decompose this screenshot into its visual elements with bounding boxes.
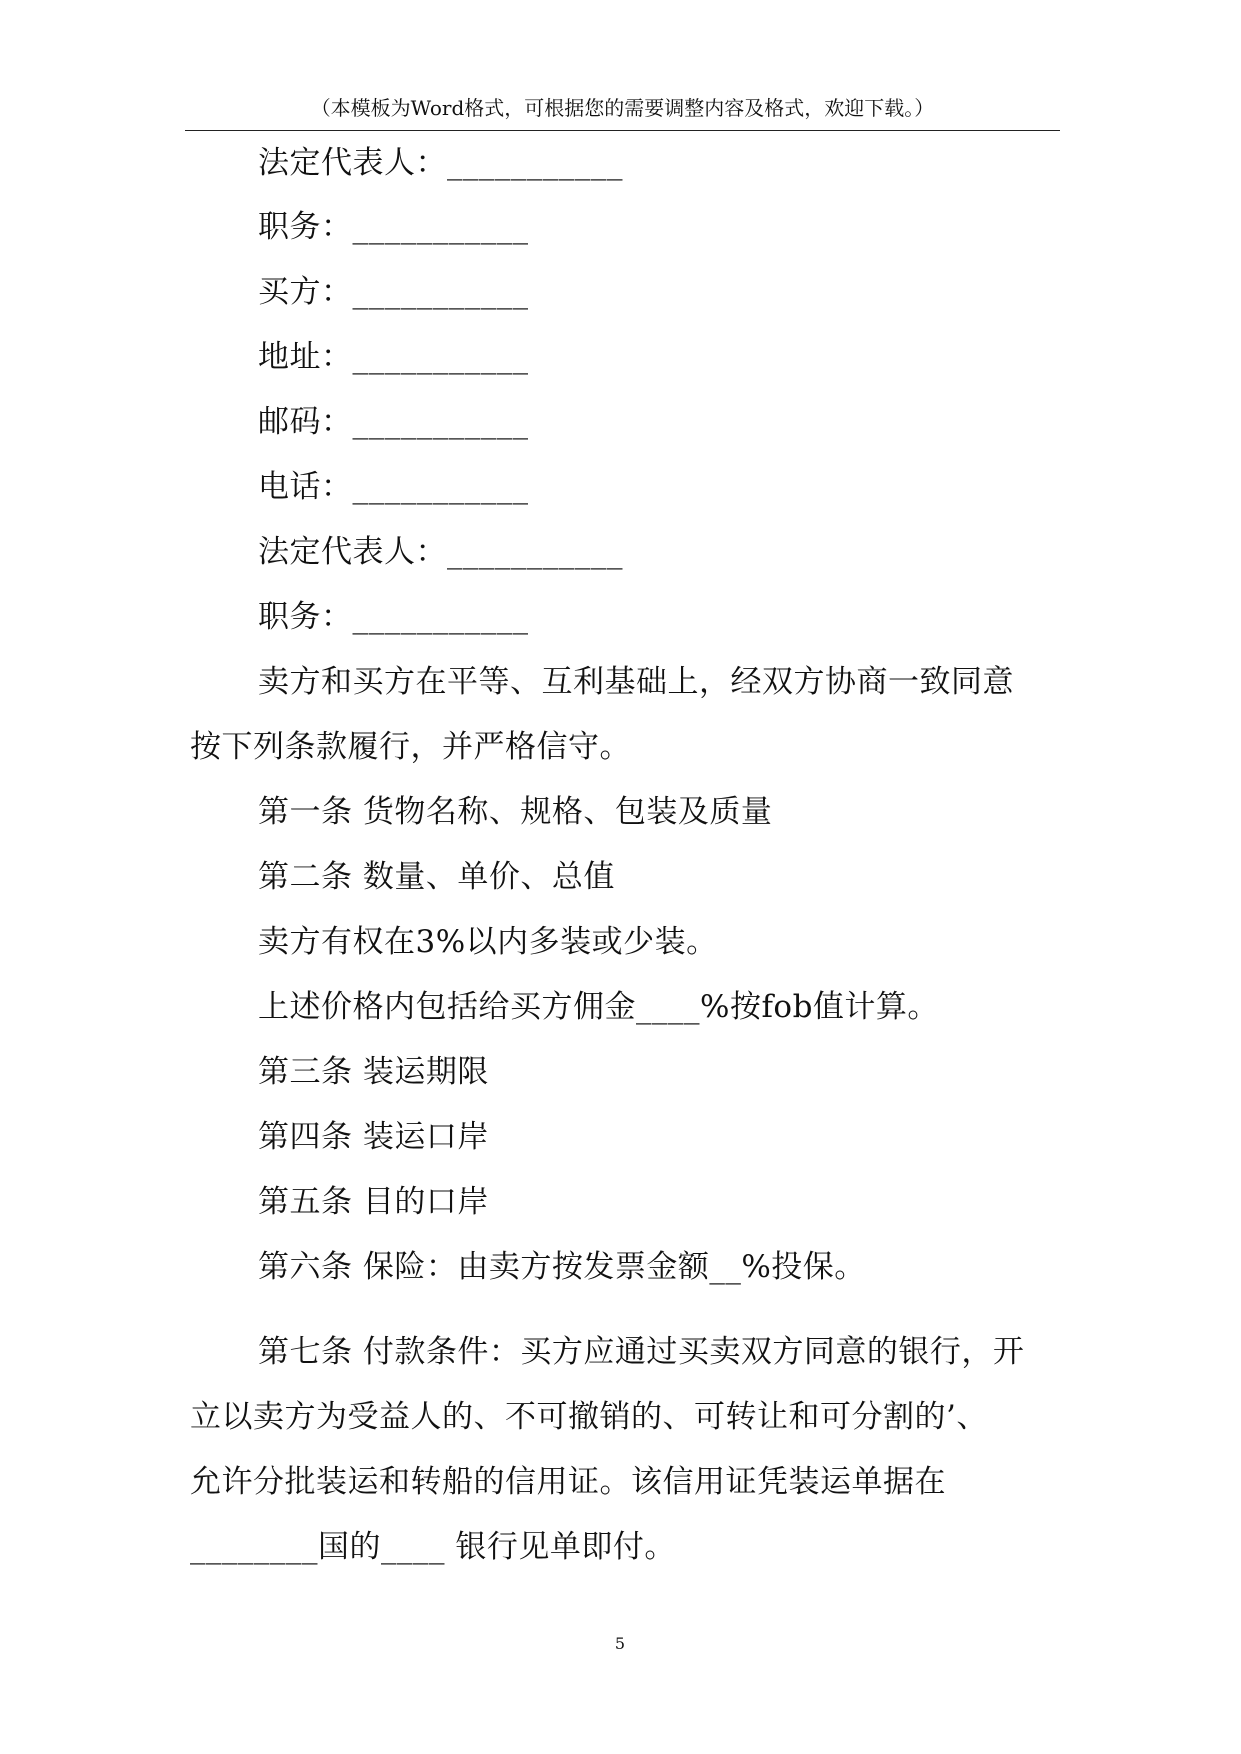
article-7-line-3: 允许分批装运和转船的信用证。该信用证凭装运单据在 <box>190 1464 946 1500</box>
buyer-phone-field: 电话：___________ <box>258 469 529 505</box>
header-divider <box>185 130 1060 131</box>
article-6-insurance: 第六条 保险：由卖方按发票金额__%投保。 <box>258 1249 866 1285</box>
buyer-address-field: 地址：___________ <box>258 339 529 375</box>
article-5-heading: 第五条 目的口岸 <box>258 1184 489 1220</box>
article-7-line-4: ________国的____ 银行见单即付。 <box>190 1529 676 1565</box>
quantity-tolerance-clause: 卖方有权在3%以内多装或少装。 <box>258 924 718 960</box>
commission-clause: 上述价格内包括给买方佣金____%按fob值计算。 <box>258 989 939 1025</box>
preamble-line-2: 按下列条款履行，并严格信守。 <box>190 729 631 765</box>
article-4-heading: 第四条 装运口岸 <box>258 1119 489 1155</box>
buyer-position-field: 职务：___________ <box>258 599 529 635</box>
buyer-legal-rep-field: 法定代表人：___________ <box>258 534 623 570</box>
buyer-field: 买方：___________ <box>258 274 529 310</box>
article-7-line-2: 立以卖方为受益人的、不可撤销的、可转让和可分割的’、 <box>190 1399 988 1435</box>
seller-position-field: 职务：___________ <box>258 209 529 245</box>
seller-legal-rep-field: 法定代表人：___________ <box>258 145 623 181</box>
article-7-line-1: 第七条 付款条件：买方应通过买卖双方同意的银行，开 <box>258 1334 1025 1370</box>
page-number: 5 <box>614 1634 626 1653</box>
article-3-heading: 第三条 装运期限 <box>258 1054 489 1090</box>
template-note-header: （本模板为Word格式，可根据您的需要调整内容及格式，欢迎下载。） <box>310 96 935 120</box>
article-1-heading: 第一条 货物名称、规格、包装及质量 <box>258 794 773 830</box>
preamble-line-1: 卖方和买方在平等、互利基础上，经双方协商一致同意 <box>258 664 1014 700</box>
buyer-postcode-field: 邮码：___________ <box>258 404 529 440</box>
article-2-heading: 第二条 数量、单价、总值 <box>258 859 615 895</box>
